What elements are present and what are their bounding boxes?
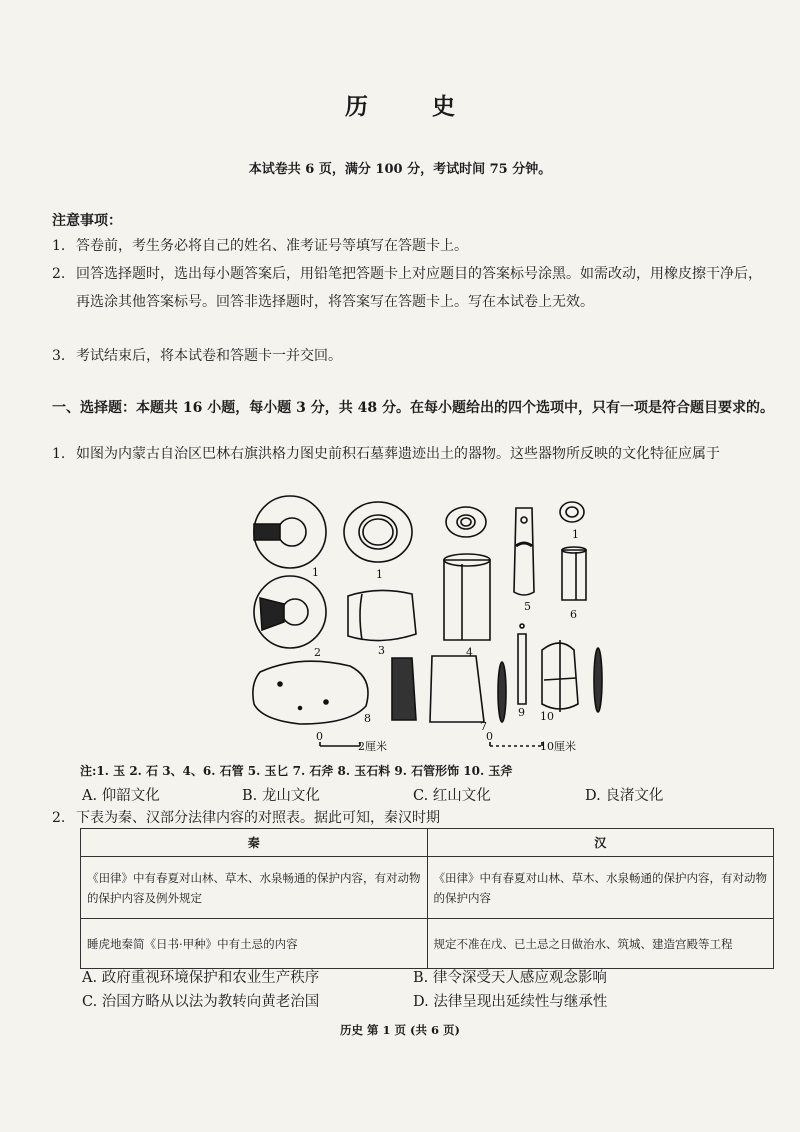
figure-label: 4 (466, 646, 473, 659)
q2-option-a[interactable]: A. 政府重视环境保护和农业生产秩序 (82, 970, 320, 986)
q1-option-c[interactable]: C. 红山文化 (413, 788, 491, 804)
stone-tube-drawing (348, 590, 416, 640)
q1-option-a[interactable]: A. 仰韶文化 (82, 788, 160, 804)
q1-option-b[interactable]: B. 龙山文化 (242, 788, 320, 804)
q2-option-b[interactable]: B. 律令深受天人感应观念影响 (413, 970, 607, 986)
notice-item-text: 回答选择题时，选出每小题答案后，用铅笔把答题卡上对应题目的答案标号涂黑。如需改动，用橡皮擦干净后，再选涂其他答案标号。回答非选择题时，将答案写在答题卡上。写在本试卷上无效。 (76, 266, 762, 310)
question-number: 1. (52, 446, 66, 462)
exam-info: 本试卷共 6 页，满分 100 分，考试时间 75 分钟。 (248, 162, 552, 177)
page-footer: 历史 第 1 页 (共 6 页) (340, 1023, 460, 1037)
figure-label: 7 (480, 720, 487, 733)
q2-option-c[interactable]: C. 治国方略从以法为教转向黄老治国 (82, 994, 320, 1010)
table-header-row (81, 829, 774, 857)
scale-label: 10厘米 (540, 740, 576, 753)
stone-axe-drawing (392, 656, 506, 722)
figure-label: 3 (378, 644, 385, 657)
question-1 (52, 442, 774, 467)
jade-spoon-drawing (514, 508, 534, 595)
question-stem: 如图为内蒙古自治区巴林右旗洪格力图史前积石墓葬遗迹出土的器物。这些器物所反映的文化特征应属于 (76, 446, 720, 462)
notice-item-number: 3. (52, 348, 66, 364)
table-row (81, 857, 774, 919)
q2-option-d[interactable]: D. 法律呈现出延续性与继承性 (413, 994, 608, 1010)
figure-label: 6 (570, 608, 577, 621)
question-stem: 下表为秦、汉部分法律内容的对照表。据此可知，秦汉时期 (76, 810, 440, 826)
notice-item (52, 342, 774, 370)
figure-label: 1 (572, 528, 579, 541)
tall-tube-drawing (444, 507, 490, 640)
scale-label: 2厘米 (358, 740, 387, 753)
figure-label: 8 (364, 712, 371, 725)
notice-item (52, 232, 774, 260)
notice-item (52, 260, 774, 316)
small-ring-drawing (560, 502, 584, 522)
table-cell: 《田律》中有春夏对山林、草木、水泉畅通的保护内容，有对动物的保护内容 (427, 857, 774, 919)
artifact-figure (240, 494, 620, 756)
notice-item-text: 答卷前，考生务必将自己的姓名、准考证号等填写在答题卡上。 (76, 238, 468, 254)
section-heading: 一、选择题：本题共 16 小题，每小题 3 分，共 48 分。在每小题给出的四个选项中，只有一项是符合题目要求的。 (52, 400, 774, 416)
law-comparison-table (80, 828, 774, 969)
figure-label: 9 (518, 706, 525, 719)
table-header: 汉 (427, 829, 774, 857)
figure-label: 1 (376, 568, 383, 581)
table-cell: 《田律》中有春夏对山林、草木、水泉畅通的保护内容，有对动物的保护内容及例外规定 (81, 857, 428, 919)
scale-label: 0 (486, 730, 493, 743)
figure-note: 注:1. 玉 2. 石 3、4、6. 石管 5. 玉匕 7. 石斧 8. 玉石料 9. 石管形饰 10. 玉斧 (80, 764, 513, 778)
figure-label: 5 (524, 600, 531, 613)
table-cell: 规定不准在戊、已土忌之日做治水、筑城、建造宫殿等工程 (427, 919, 774, 969)
table-cell: 睡虎地秦简《日书·甲种》中有土忌的内容 (81, 919, 428, 969)
jade-oval-drawing (344, 502, 412, 562)
stone-ornament-drawing (518, 624, 526, 704)
jade-axe-drawing (542, 640, 602, 712)
notice-item-number: 2. (52, 266, 66, 282)
notice-item-number: 1. (52, 238, 66, 254)
q1-option-d[interactable]: D. 良渚文化 (585, 788, 664, 804)
scale-bars (320, 742, 542, 746)
notice-item-text: 考试结束后，将本试卷和答题卡一并交回。 (76, 348, 342, 364)
small-tube-drawing (562, 547, 586, 600)
notice-heading: 注意事项： (52, 213, 122, 229)
figure-label: 10 (540, 710, 554, 723)
figure-label: 2 (314, 646, 321, 659)
jade-raw-stone-drawing (253, 661, 368, 724)
page-title: 历 史 (344, 93, 483, 120)
question-number: 2. (52, 810, 66, 826)
table-row (81, 919, 774, 969)
scale-label: 0 (316, 730, 323, 743)
stone-ring-drawing (254, 576, 326, 648)
jade-ring-drawing (254, 496, 326, 568)
table-header: 秦 (81, 829, 428, 857)
figure-label: 1 (312, 566, 319, 579)
